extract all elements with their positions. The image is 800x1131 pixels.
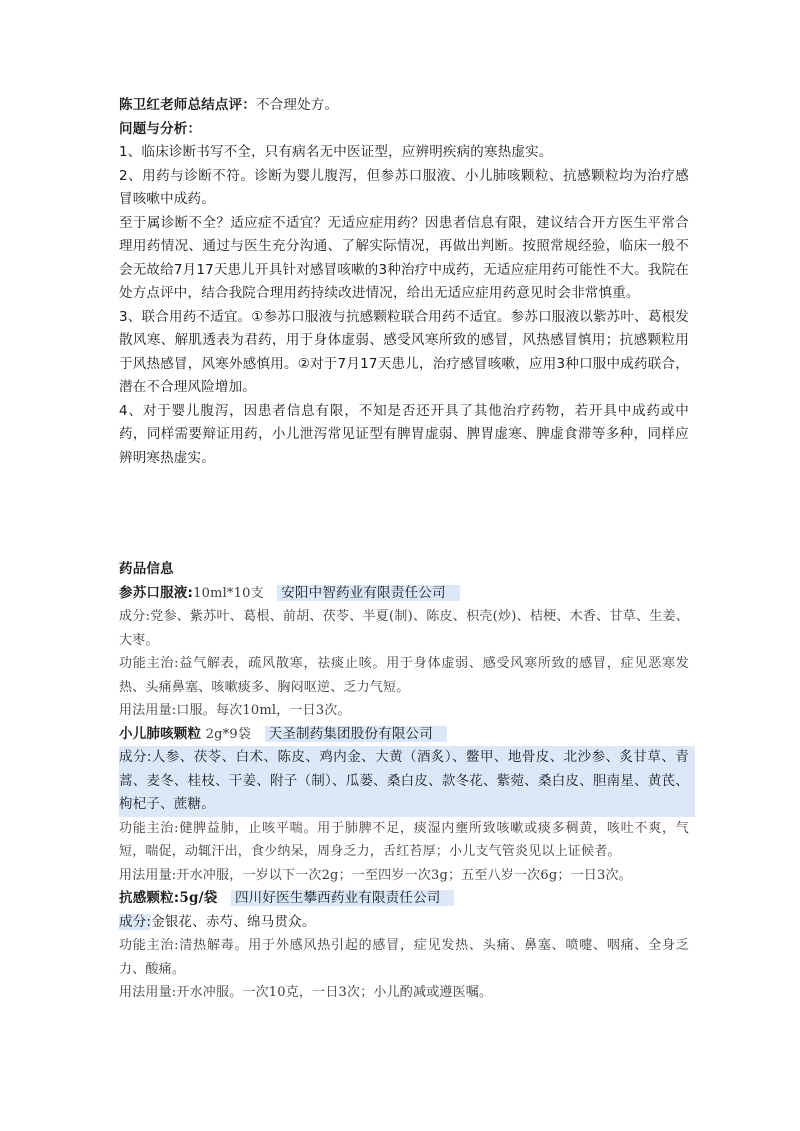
usage-label: 用法用量:: [119, 985, 177, 1000]
review-section: [119, 94, 689, 470]
analysis-point-3: 3、联合用药不适宜。①参苏口服液与抗感颗粒联合用药不适宜。参苏口服液以紫苏叶、葛根发散风寒、解肌透表为君药，用于身体虚弱、感受风寒所致的感冒，风热感冒慎用；抗感颗粒用于风热感冒，风寒外感慎用。②对于7月17天患儿，治疗感冒咳嗽，应用3种口服中成药联合，潜在不合理风险增加。: [119, 308, 689, 395]
function-text: 健脾益肺，止咳平喘。用于肺脾不足，痰湿内壅所致咳嗽或痰多稠黄，咳吐不爽，气短，喘促，动辄汗出，食少纳呆，周身乏力，舌红苔厚；小儿支气管炎见以上证候者。: [119, 820, 689, 859]
drug-spec: 5g/袋: [179, 890, 218, 906]
analysis-point-2-discussion: 至于属诊断不全？适应症不适宜？无适应症用药？因患者信息有限，建议结合开方医生平常合理用药情况、通过与医生充分沟通、了解实际情况，再做出判断。按照常规经验，临床一般不会无故给7月17天患儿开具针对感冒咳嗽的3种治疗中成药，无适应症用药可能性不大。我院在处方点评中，结合我院合理用药持续改进情况，给出无适应症用药意见时会非常慎重。: [119, 214, 689, 301]
drug-name: 参苏口服液:: [119, 584, 194, 601]
usage-label: 用法用量:: [119, 867, 177, 883]
drug-ingredients: [119, 911, 689, 935]
analysis-title: 问题与分析：: [119, 120, 202, 137]
drug-usage: [119, 699, 689, 723]
ingredients-label: 成分:: [119, 749, 152, 765]
analysis-point-4: 4、对于婴儿腹泻，因患者信息有限，不知是否还开具了其他治疗药物，若开具中成药或中药，同样需要辩证用药，小儿泄泻常见证型有脾胃虚弱、脾胃虚寒、脾虚食滞等多种，同样应辨明寒热虚实。: [119, 402, 689, 466]
analysis-point-1: 1、临床诊断书写不全，只有病名无中医证型，应辨明疾病的寒热虚实。: [119, 144, 553, 160]
drug-spec: 10ml*10支: [193, 585, 264, 601]
drug-ingredients: [119, 605, 689, 652]
usage-text: 口服。每次10ml，一日3次。: [176, 703, 351, 718]
drug-usage: [119, 864, 689, 888]
drug-company: 安阳中智药业有限责任公司: [277, 585, 459, 601]
drug-info-title: 药品信息: [119, 561, 174, 577]
ingredients-label: 成分:: [119, 609, 151, 624]
drug-function: [119, 817, 689, 864]
review-verdict: 不合理处方。: [256, 97, 339, 113]
drug-function: [119, 934, 689, 981]
function-label: 功能主治:: [119, 656, 179, 671]
drug-company: 四川好医生攀西药业有限责任公司: [231, 890, 455, 906]
drug-header: [119, 887, 689, 911]
analysis-point-2: 2、用药与诊断不符。诊断为婴儿腹泻，但参苏口服液、小儿肺咳颗粒、抗感颗粒均为治疗感冒咳嗽中成药。: [119, 167, 689, 207]
function-text: 益气解表，疏风散寒，祛痰止咳。用于身体虚弱、感受风寒所致的感冒，症见恶寒发热、头痛鼻塞、咳嗽痰多、胸闷呕逆、乏力气短。: [119, 656, 689, 695]
drug-company: 天圣制药集团股份有限公司: [265, 726, 447, 742]
usage-text: 开水冲服。一次10克，一日3次；小儿酌减或遵医嘱。: [176, 985, 493, 1000]
drug-spec: 2g*9袋: [205, 726, 252, 742]
function-label: 功能主治:: [119, 820, 179, 836]
review-heading-label: 陈卫红老师总结点评：: [119, 97, 256, 113]
drug-ingredients: [119, 746, 695, 817]
ingredients-text: 金银花、赤芍、绵马贯众。: [151, 913, 316, 930]
drug-name: 抗感颗粒:: [119, 890, 180, 906]
drug-header: [119, 723, 689, 747]
function-text: 清热解毒。用于外感风热引起的感冒，症见发热、头痛、鼻塞、喷嚏、咽痛、全身乏力、酸痛。: [119, 938, 689, 977]
ingredients-text: 人参、茯苓、白术、陈皮、鸡内金、大黄（酒炙）、鳖甲、地骨皮、北沙参、炙甘草、青蒿、麦冬、桂枝、干姜、附子（制）、瓜蒌、桑白皮、款冬花、紫菀、桑白皮、胆南星、黄芪、枸杞子、蔗糖。: [119, 749, 689, 812]
drug-header: [119, 582, 689, 606]
ingredients-label: 成分:: [119, 913, 152, 930]
drug-info-section: [119, 558, 689, 1005]
function-label: 功能主治:: [119, 938, 179, 953]
ingredients-text: 党参、紫苏叶、葛根、前胡、茯苓、半夏(制)、陈皮、枳壳(炒)、桔梗、木香、甘草、生姜、大枣。: [119, 609, 689, 648]
drug-name: 小儿肺咳颗粒: [119, 725, 202, 742]
review-heading: [119, 94, 689, 118]
usage-label: 用法用量:: [119, 703, 177, 718]
drug-function: [119, 652, 689, 699]
drug-usage: [119, 981, 689, 1005]
usage-text: 开水冲服，一岁以下一次2g；一至四岁一次3g；五至八岁一次6g；一日3次。: [176, 867, 632, 883]
